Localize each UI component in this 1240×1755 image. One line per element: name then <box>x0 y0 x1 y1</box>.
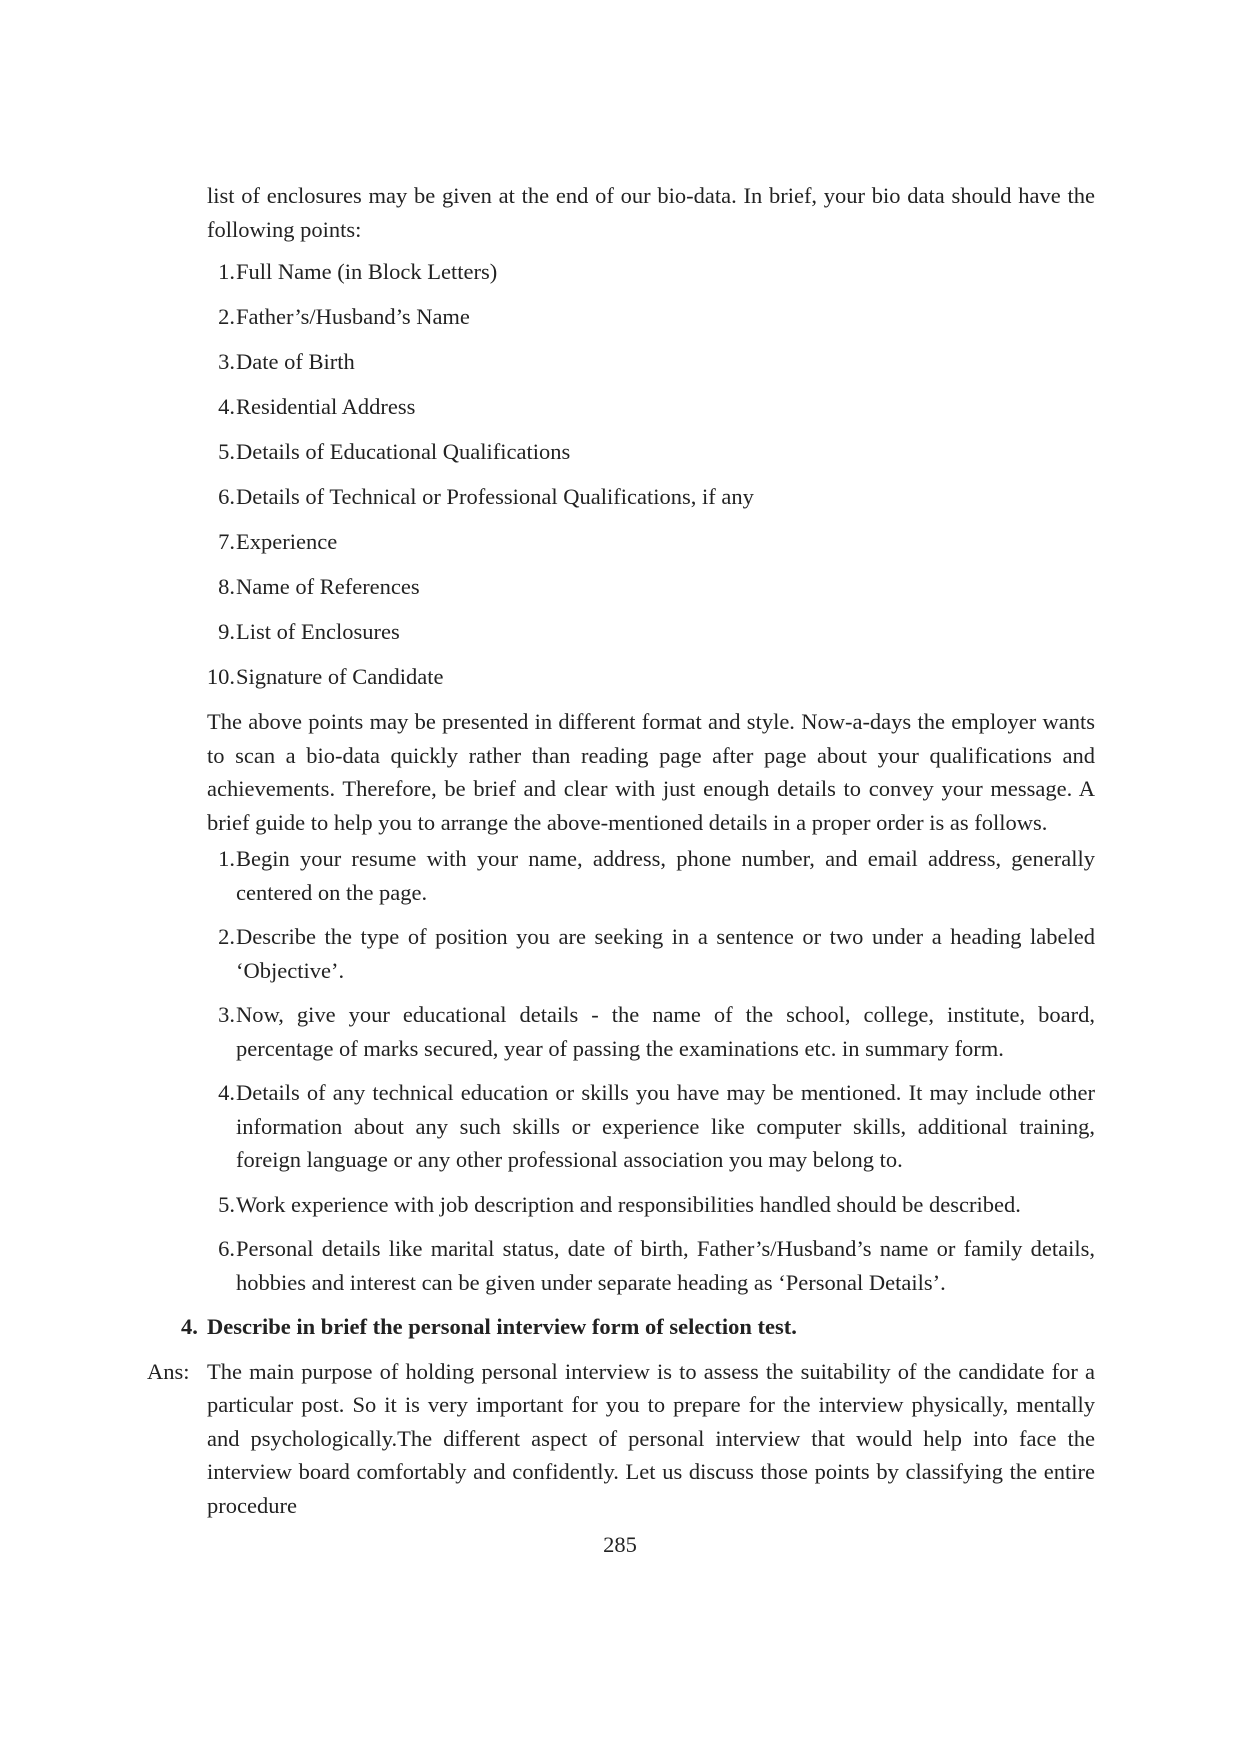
list-item <box>207 1188 1095 1222</box>
list-item-text: Begin your resume with your name, address, phone number, and email address, generally centered on the page. <box>236 846 1095 905</box>
list-item <box>207 1076 1095 1177</box>
list-item-text: Personal details like marital status, date of birth, Father’s/Husband’s name or family details, hobbies and interest can be given under separate heading as ‘Personal Details’. <box>236 1236 1095 1295</box>
list-item-text: Details of Educational Qualifications <box>236 439 571 464</box>
list-item-text: Now, give your educational details - the name of the school, college, institute, board, percentage of marks secured, year of passing the examinations etc. in summary form. <box>236 1002 1095 1061</box>
list-item-text: Date of Birth <box>236 349 355 374</box>
list-item-number: 5. <box>218 1191 235 1217</box>
list-item-text: Signature of Candidate <box>236 664 444 689</box>
answer-label: Ans: <box>147 1358 190 1384</box>
list-item-number: 7. <box>218 529 235 554</box>
list-item <box>207 255 1095 289</box>
list-item-text: Work experience with job description and responsibilities handled should be described. <box>236 1191 1021 1217</box>
bio-data-points-list <box>207 255 1095 694</box>
list-item <box>207 345 1095 379</box>
list-item <box>207 615 1095 649</box>
list-item-number: 2. <box>218 924 235 949</box>
list-item-text: Experience <box>236 529 338 554</box>
list-item <box>207 300 1095 334</box>
list-item-number: 3. <box>218 349 235 374</box>
list-item-number: 6. <box>218 1236 235 1261</box>
list-item-text: Describe the type of position you are seeking in a sentence or two under a heading labeled ‘Objective’. <box>236 924 1095 983</box>
answer-block <box>147 1355 1095 1523</box>
body-paragraph: The above points may be presented in different format and style. Now-a-days the employer wants to scan a bio-data quickly rather than reading page after page about your qualifications and achievements. Therefore, be brief and clear with just enough details to convey your message. A brief guide to help you to arrange the above-mentioned details in a proper order is as follows. <box>207 709 1095 835</box>
list-item-number: 3. <box>218 1002 235 1027</box>
list-item-number: 1. <box>218 846 235 871</box>
list-item-text: Father’s/Husband’s Name <box>236 304 470 329</box>
list-item-number: 1. <box>218 259 235 284</box>
list-item-number: 10. <box>206 664 235 689</box>
intro-paragraph: list of enclosures may be given at the end of our bio-data. In brief, your bio data should have the following points: <box>207 183 1095 242</box>
question-text: Describe in brief the personal interview form of selection test. <box>207 1314 797 1339</box>
question-heading <box>181 1310 1095 1344</box>
list-item <box>207 390 1095 424</box>
list-item-text: Full Name (in Block Letters) <box>236 259 498 284</box>
list-item-number: 4. <box>218 394 235 419</box>
list-item-number: 6. <box>218 484 235 509</box>
list-item-text: List of Enclosures <box>236 619 400 644</box>
list-item <box>207 435 1095 469</box>
list-item <box>207 920 1095 987</box>
list-item-number: 5. <box>218 439 235 464</box>
page-content <box>147 179 1095 1522</box>
page-number: 285 <box>603 1532 637 1557</box>
list-item <box>207 660 1095 694</box>
list-item-text: Details of any technical education or skills you have may be mentioned. It may include other information about any such skills or experience like computer skills, additional training, foreign language or any other professional association you may belong to. <box>236 1080 1095 1172</box>
list-item-number: 4. <box>218 1080 235 1105</box>
list-item-number: 9. <box>218 619 235 644</box>
resume-guide-list <box>207 842 1095 1299</box>
list-item <box>207 1232 1095 1299</box>
list-item-text: Residential Address <box>236 394 416 419</box>
list-item-number: 2. <box>218 304 235 329</box>
list-item-text: Details of Technical or Professional Qualifications, if any <box>236 484 754 509</box>
list-item <box>207 842 1095 909</box>
list-item <box>207 525 1095 559</box>
list-item-number: 8. <box>218 574 235 599</box>
list-item-text: Name of References <box>236 574 420 599</box>
list-item <box>207 480 1095 514</box>
question-number: 4. <box>181 1314 198 1339</box>
list-item <box>207 570 1095 604</box>
answer-text: The main purpose of holding personal interview is to assess the suitability of the candidate for a particular post. So it is very important for you to prepare for the interview physically, mentally and psychologically.The different aspect of personal interview that would help into face the interview board comfortably and confidently. Let us discuss those points by classifying the entire procedure <box>207 1358 1095 1518</box>
list-item <box>207 998 1095 1065</box>
